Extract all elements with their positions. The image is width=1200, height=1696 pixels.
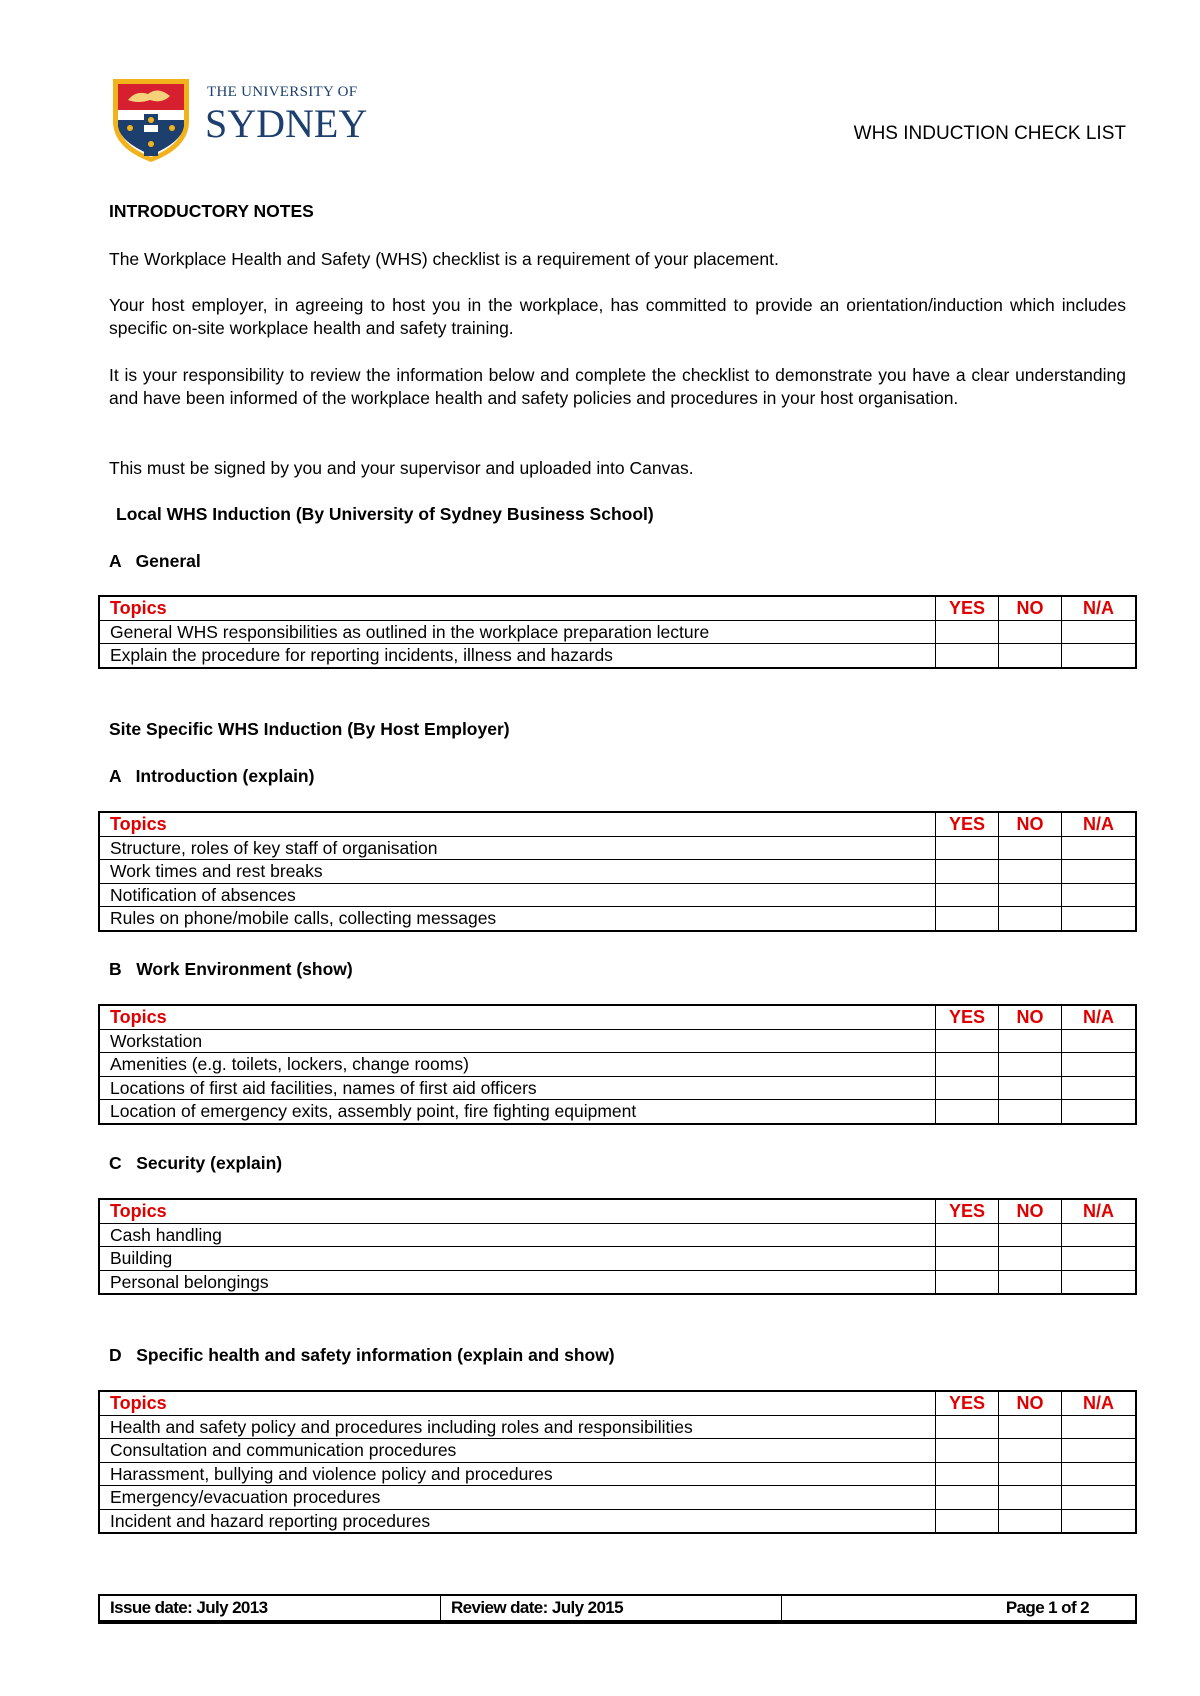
na-checkbox-cell[interactable]	[1062, 1247, 1137, 1271]
topics-header: Topics	[99, 1005, 936, 1029]
no-checkbox-cell[interactable]	[999, 620, 1062, 644]
na-header: N/A	[1062, 812, 1137, 836]
topic-cell: Location of emergency exits, assembly point, fire fighting equipment	[99, 1100, 936, 1124]
na-checkbox-cell[interactable]	[1062, 1076, 1137, 1100]
topic-cell: Health and safety policy and procedures including roles and responsibilities	[99, 1415, 936, 1439]
na-checkbox-cell[interactable]	[1062, 1509, 1137, 1533]
na-checkbox-cell[interactable]	[1062, 836, 1137, 860]
page-number: Page 1 of 2	[782, 1595, 1137, 1622]
intro-paragraph-4: This must be signed by you and your supervisor and uploaded into Canvas.	[109, 458, 694, 478]
table-header-row	[99, 1199, 1136, 1223]
yes-checkbox-cell[interactable]	[936, 883, 999, 907]
table-row	[99, 1247, 1136, 1271]
table-row	[99, 836, 1136, 860]
topics-header: Topics	[99, 812, 936, 836]
general-checklist-table	[98, 595, 1137, 669]
topic-cell: Rules on phone/mobile calls, collecting messages	[99, 907, 936, 931]
yes-header: YES	[936, 812, 999, 836]
table-row	[99, 1029, 1136, 1053]
na-checkbox-cell[interactable]	[1062, 1053, 1137, 1077]
table-row	[99, 1462, 1136, 1486]
yes-checkbox-cell[interactable]	[936, 644, 999, 668]
topic-cell: Emergency/evacuation procedures	[99, 1486, 936, 1510]
no-checkbox-cell[interactable]	[999, 1100, 1062, 1124]
no-header: NO	[999, 1005, 1062, 1029]
no-checkbox-cell[interactable]	[999, 1076, 1062, 1100]
topics-header: Topics	[99, 1391, 936, 1415]
site-induction-heading: Site Specific WHS Induction (By Host Employer)	[109, 719, 510, 739]
yes-checkbox-cell[interactable]	[936, 836, 999, 860]
yes-checkbox-cell[interactable]	[936, 1270, 999, 1294]
logo-text-line2: SYDNEY	[205, 101, 368, 146]
topic-cell: Locations of first aid facilities, names of first aid officers	[99, 1076, 936, 1100]
na-checkbox-cell[interactable]	[1062, 1223, 1137, 1247]
table-row	[99, 1270, 1136, 1294]
yes-checkbox-cell[interactable]	[936, 1223, 999, 1247]
yes-checkbox-cell[interactable]	[936, 620, 999, 644]
table-row	[99, 1100, 1136, 1124]
table-row	[99, 1053, 1136, 1077]
intro-paragraph-2: Your host employer, in agreeing to host you in the workplace, has committed to provide an orientation/induction which includes specific on-site workplace health and safety training.	[109, 295, 1126, 338]
topic-cell: Workstation	[99, 1029, 936, 1053]
yes-header: YES	[936, 1199, 999, 1223]
no-checkbox-cell[interactable]	[999, 1223, 1062, 1247]
yes-checkbox-cell[interactable]	[936, 1076, 999, 1100]
table-row	[99, 620, 1136, 644]
na-checkbox-cell[interactable]	[1062, 1270, 1137, 1294]
local-induction-heading: Local WHS Induction (By University of Sydney Business School)	[116, 504, 654, 524]
topics-header: Topics	[99, 1199, 936, 1223]
issue-date: Issue date: July 2013	[99, 1595, 441, 1622]
table-row	[99, 1415, 1136, 1439]
intro-paragraph-3: It is your responsibility to review the information below and complete the checklist to demonstrate you have a clear understanding and have been informed of the workplace health and safety policies and procedures in your host organisation.	[109, 365, 1126, 408]
na-checkbox-cell[interactable]	[1062, 1439, 1137, 1463]
no-checkbox-cell[interactable]	[999, 1462, 1062, 1486]
yes-checkbox-cell[interactable]	[936, 1100, 999, 1124]
no-checkbox-cell[interactable]	[999, 1509, 1062, 1533]
topic-cell: Personal belongings	[99, 1270, 936, 1294]
intro-heading: INTRODUCTORY NOTES	[109, 201, 314, 221]
na-checkbox-cell[interactable]	[1062, 1415, 1137, 1439]
yes-header: YES	[936, 1391, 999, 1415]
topic-cell: Work times and rest breaks	[99, 860, 936, 884]
section-title: C Security (explain)	[109, 1153, 283, 1173]
na-checkbox-cell[interactable]	[1062, 1100, 1137, 1124]
topic-cell: Amenities (e.g. toilets, lockers, change rooms)	[99, 1053, 936, 1077]
table-header-row	[99, 596, 1136, 620]
topics-header: Topics	[99, 596, 936, 620]
table-row	[99, 1439, 1136, 1463]
yes-checkbox-cell[interactable]	[936, 1439, 999, 1463]
no-checkbox-cell[interactable]	[999, 883, 1062, 907]
logo-text-line1: THE UNIVERSITY OF	[207, 84, 358, 100]
section-title: B Work Environment (show)	[109, 959, 353, 979]
na-checkbox-cell[interactable]	[1062, 860, 1137, 884]
na-header: N/A	[1062, 1005, 1137, 1029]
yes-header: YES	[936, 596, 999, 620]
no-header: NO	[999, 1391, 1062, 1415]
table-row	[99, 1076, 1136, 1100]
na-checkbox-cell[interactable]	[1062, 644, 1137, 668]
topic-cell: Explain the procedure for reporting incidents, illness and hazards	[99, 644, 936, 668]
na-checkbox-cell[interactable]	[1062, 1486, 1137, 1510]
section-title: A Introduction (explain)	[109, 766, 315, 786]
yes-checkbox-cell[interactable]	[936, 1486, 999, 1510]
na-checkbox-cell[interactable]	[1062, 620, 1137, 644]
yes-checkbox-cell[interactable]	[936, 860, 999, 884]
topic-cell: Notification of absences	[99, 883, 936, 907]
university-crest-logo	[110, 76, 192, 164]
topic-cell: Structure, roles of key staff of organisation	[99, 836, 936, 860]
na-checkbox-cell[interactable]	[1062, 1029, 1137, 1053]
section-title: D Specific health and safety information (explain and show)	[109, 1345, 615, 1365]
table-row	[99, 1486, 1136, 1510]
na-header: N/A	[1062, 596, 1137, 620]
na-header: N/A	[1062, 1199, 1137, 1223]
table-row	[99, 860, 1136, 884]
na-checkbox-cell[interactable]	[1062, 1462, 1137, 1486]
na-checkbox-cell[interactable]	[1062, 907, 1137, 931]
table-row	[99, 1223, 1136, 1247]
no-checkbox-cell[interactable]	[999, 907, 1062, 931]
no-checkbox-cell[interactable]	[999, 1053, 1062, 1077]
no-checkbox-cell[interactable]	[999, 1270, 1062, 1294]
no-checkbox-cell[interactable]	[999, 1247, 1062, 1271]
table-row	[99, 883, 1136, 907]
table-header-row	[99, 1005, 1136, 1029]
no-checkbox-cell[interactable]	[999, 1029, 1062, 1053]
review-date: Review date: July 2015	[441, 1595, 782, 1622]
checklist-table	[98, 1198, 1137, 1295]
na-checkbox-cell[interactable]	[1062, 883, 1137, 907]
table-row	[99, 644, 1136, 668]
no-checkbox-cell[interactable]	[999, 860, 1062, 884]
yes-checkbox-cell[interactable]	[936, 1415, 999, 1439]
document-title: WHS INDUCTION CHECK LIST	[853, 123, 1126, 144]
topic-cell: Cash handling	[99, 1223, 936, 1247]
yes-checkbox-cell[interactable]	[936, 1509, 999, 1533]
intro-paragraph-1: The Workplace Health and Safety (WHS) checklist is a requirement of your placement.	[109, 249, 779, 269]
table-row	[99, 907, 1136, 931]
no-checkbox-cell[interactable]	[999, 644, 1062, 668]
table-header-row	[99, 812, 1136, 836]
topic-cell: General WHS responsibilities as outlined in the workplace preparation lecture	[99, 620, 936, 644]
checklist-table	[98, 811, 1137, 932]
table-header-row	[99, 1391, 1136, 1415]
no-checkbox-cell[interactable]	[999, 1415, 1062, 1439]
no-header: NO	[999, 1199, 1062, 1223]
na-header: N/A	[1062, 1391, 1137, 1415]
no-checkbox-cell[interactable]	[999, 1486, 1062, 1510]
section-a-general-title: A General	[109, 551, 201, 571]
no-checkbox-cell[interactable]	[999, 836, 1062, 860]
yes-checkbox-cell[interactable]	[936, 1053, 999, 1077]
yes-checkbox-cell[interactable]	[936, 907, 999, 931]
checklist-table	[98, 1004, 1137, 1125]
topic-cell: Building	[99, 1247, 936, 1271]
topic-cell: Incident and hazard reporting procedures	[99, 1509, 936, 1533]
yes-checkbox-cell[interactable]	[936, 1462, 999, 1486]
yes-header: YES	[936, 1005, 999, 1029]
checklist-table	[98, 1390, 1137, 1534]
table-row	[99, 1509, 1136, 1533]
yes-checkbox-cell[interactable]	[936, 1247, 999, 1271]
no-header: NO	[999, 596, 1062, 620]
no-checkbox-cell[interactable]	[999, 1439, 1062, 1463]
yes-checkbox-cell[interactable]	[936, 1029, 999, 1053]
topic-cell: Harassment, bullying and violence policy and procedures	[99, 1462, 936, 1486]
no-header: NO	[999, 812, 1062, 836]
topic-cell: Consultation and communication procedures	[99, 1439, 936, 1463]
footer-table	[98, 1594, 1137, 1624]
